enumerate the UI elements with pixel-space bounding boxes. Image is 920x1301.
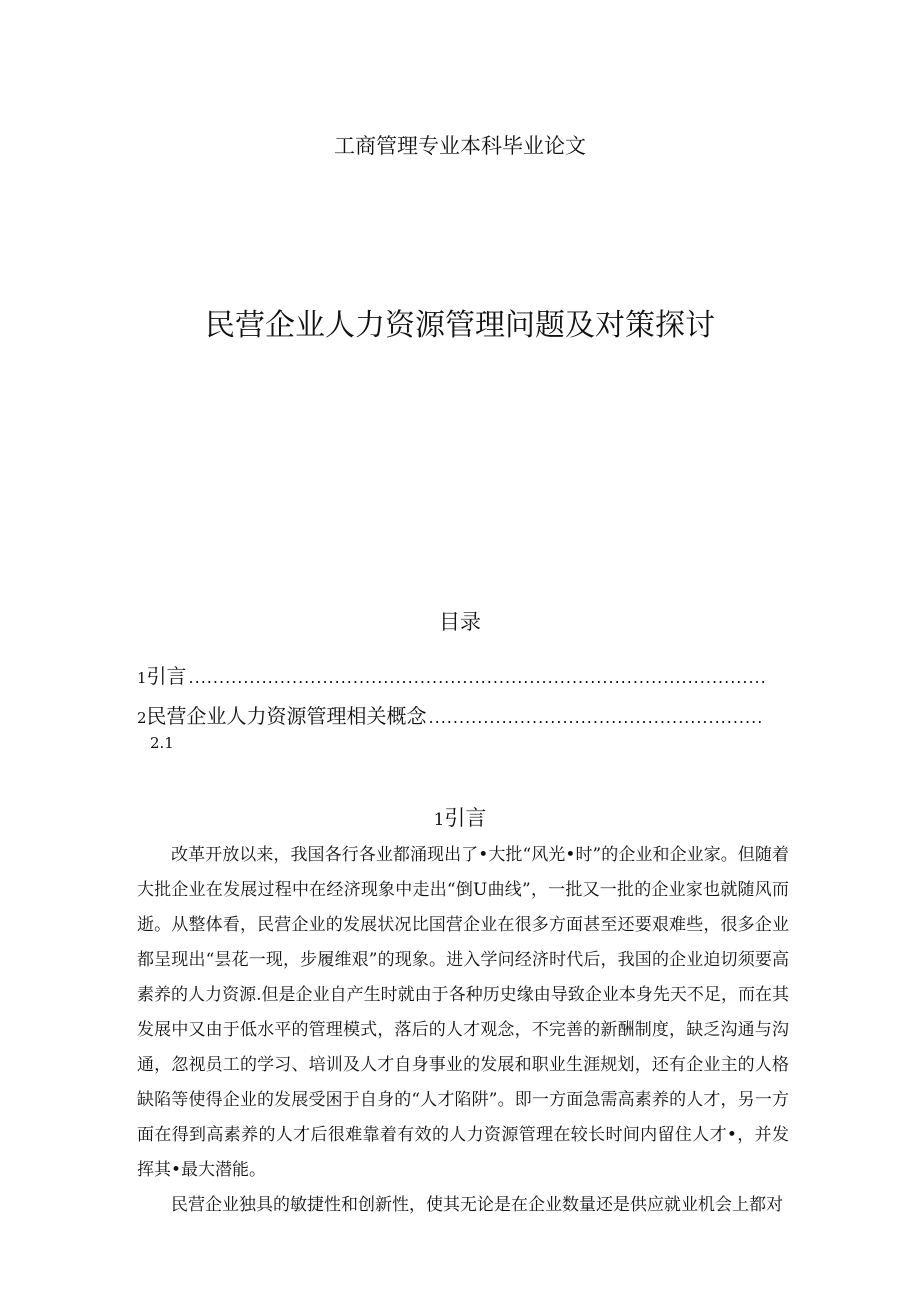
- body-paragraph: 民营企业独具的敏捷性和创新性，使其无论是在企业数量还是供应就业机会上都对: [171, 1195, 783, 1215]
- section-number: 1: [433, 810, 445, 830]
- section-body: [137, 838, 789, 1223]
- toc-entry-label: 民营企业人力资源管理相关概念: [146, 704, 427, 728]
- thesis-title: 民营企业人力资源管理问题及对策探讨: [205, 308, 715, 343]
- body-paragraph: 改革开放以来，我国各行各业都涌现出了•大批“风光•时”的企业和企业家。但随着大批企业在发展过程中在经济现象中走出“倒U曲线”，一批又一批的企业家也就随风而逝。从整体看，民营企业的发展状况比国营企业在很多方面甚至还要艰难些，很多企业都呈现出“昙花一现，步履维艰”的现象。进入学问经济时代后，我国的企业迫切须要高素养的人力资源.但是企业自产生时就由于各种历史缘由导致企业本身先天不足，而在其发展中又由于低水平的管理模式，落后的人才观念，不完善的新酬制度，缺乏沟通与沟通，忽视员工的学习、培训及人才自身事业的发展和职业生涯规划，还有企业主的人格缺陷等使得企业的发展受困于自身的“人才陷阱”。即一方面急需高素养的人才，另一方面在得到高素养的人才后很难靠着有效的人力资源管理在较长时间内留住人才•，并发挥其•最大潜能。: [137, 845, 789, 1180]
- toc-leader-dots: [189, 668, 765, 687]
- thesis-type-label: 工商管理专业本科毕业论文: [334, 134, 586, 158]
- section-heading: [0, 802, 920, 832]
- toc-entry-introduction[interactable]: [137, 660, 765, 689]
- toc-entry-concepts[interactable]: [137, 700, 765, 729]
- section-title: 引言: [444, 806, 487, 830]
- toc-heading: 目录: [439, 610, 481, 634]
- toc-entry-number: 2: [137, 709, 147, 727]
- toc-entry-number: 1: [137, 669, 147, 687]
- toc-entry-label: 引言: [146, 664, 187, 688]
- toc-sub-entry[interactable]: 2.1: [150, 734, 174, 752]
- toc-leader-dots: [429, 708, 765, 727]
